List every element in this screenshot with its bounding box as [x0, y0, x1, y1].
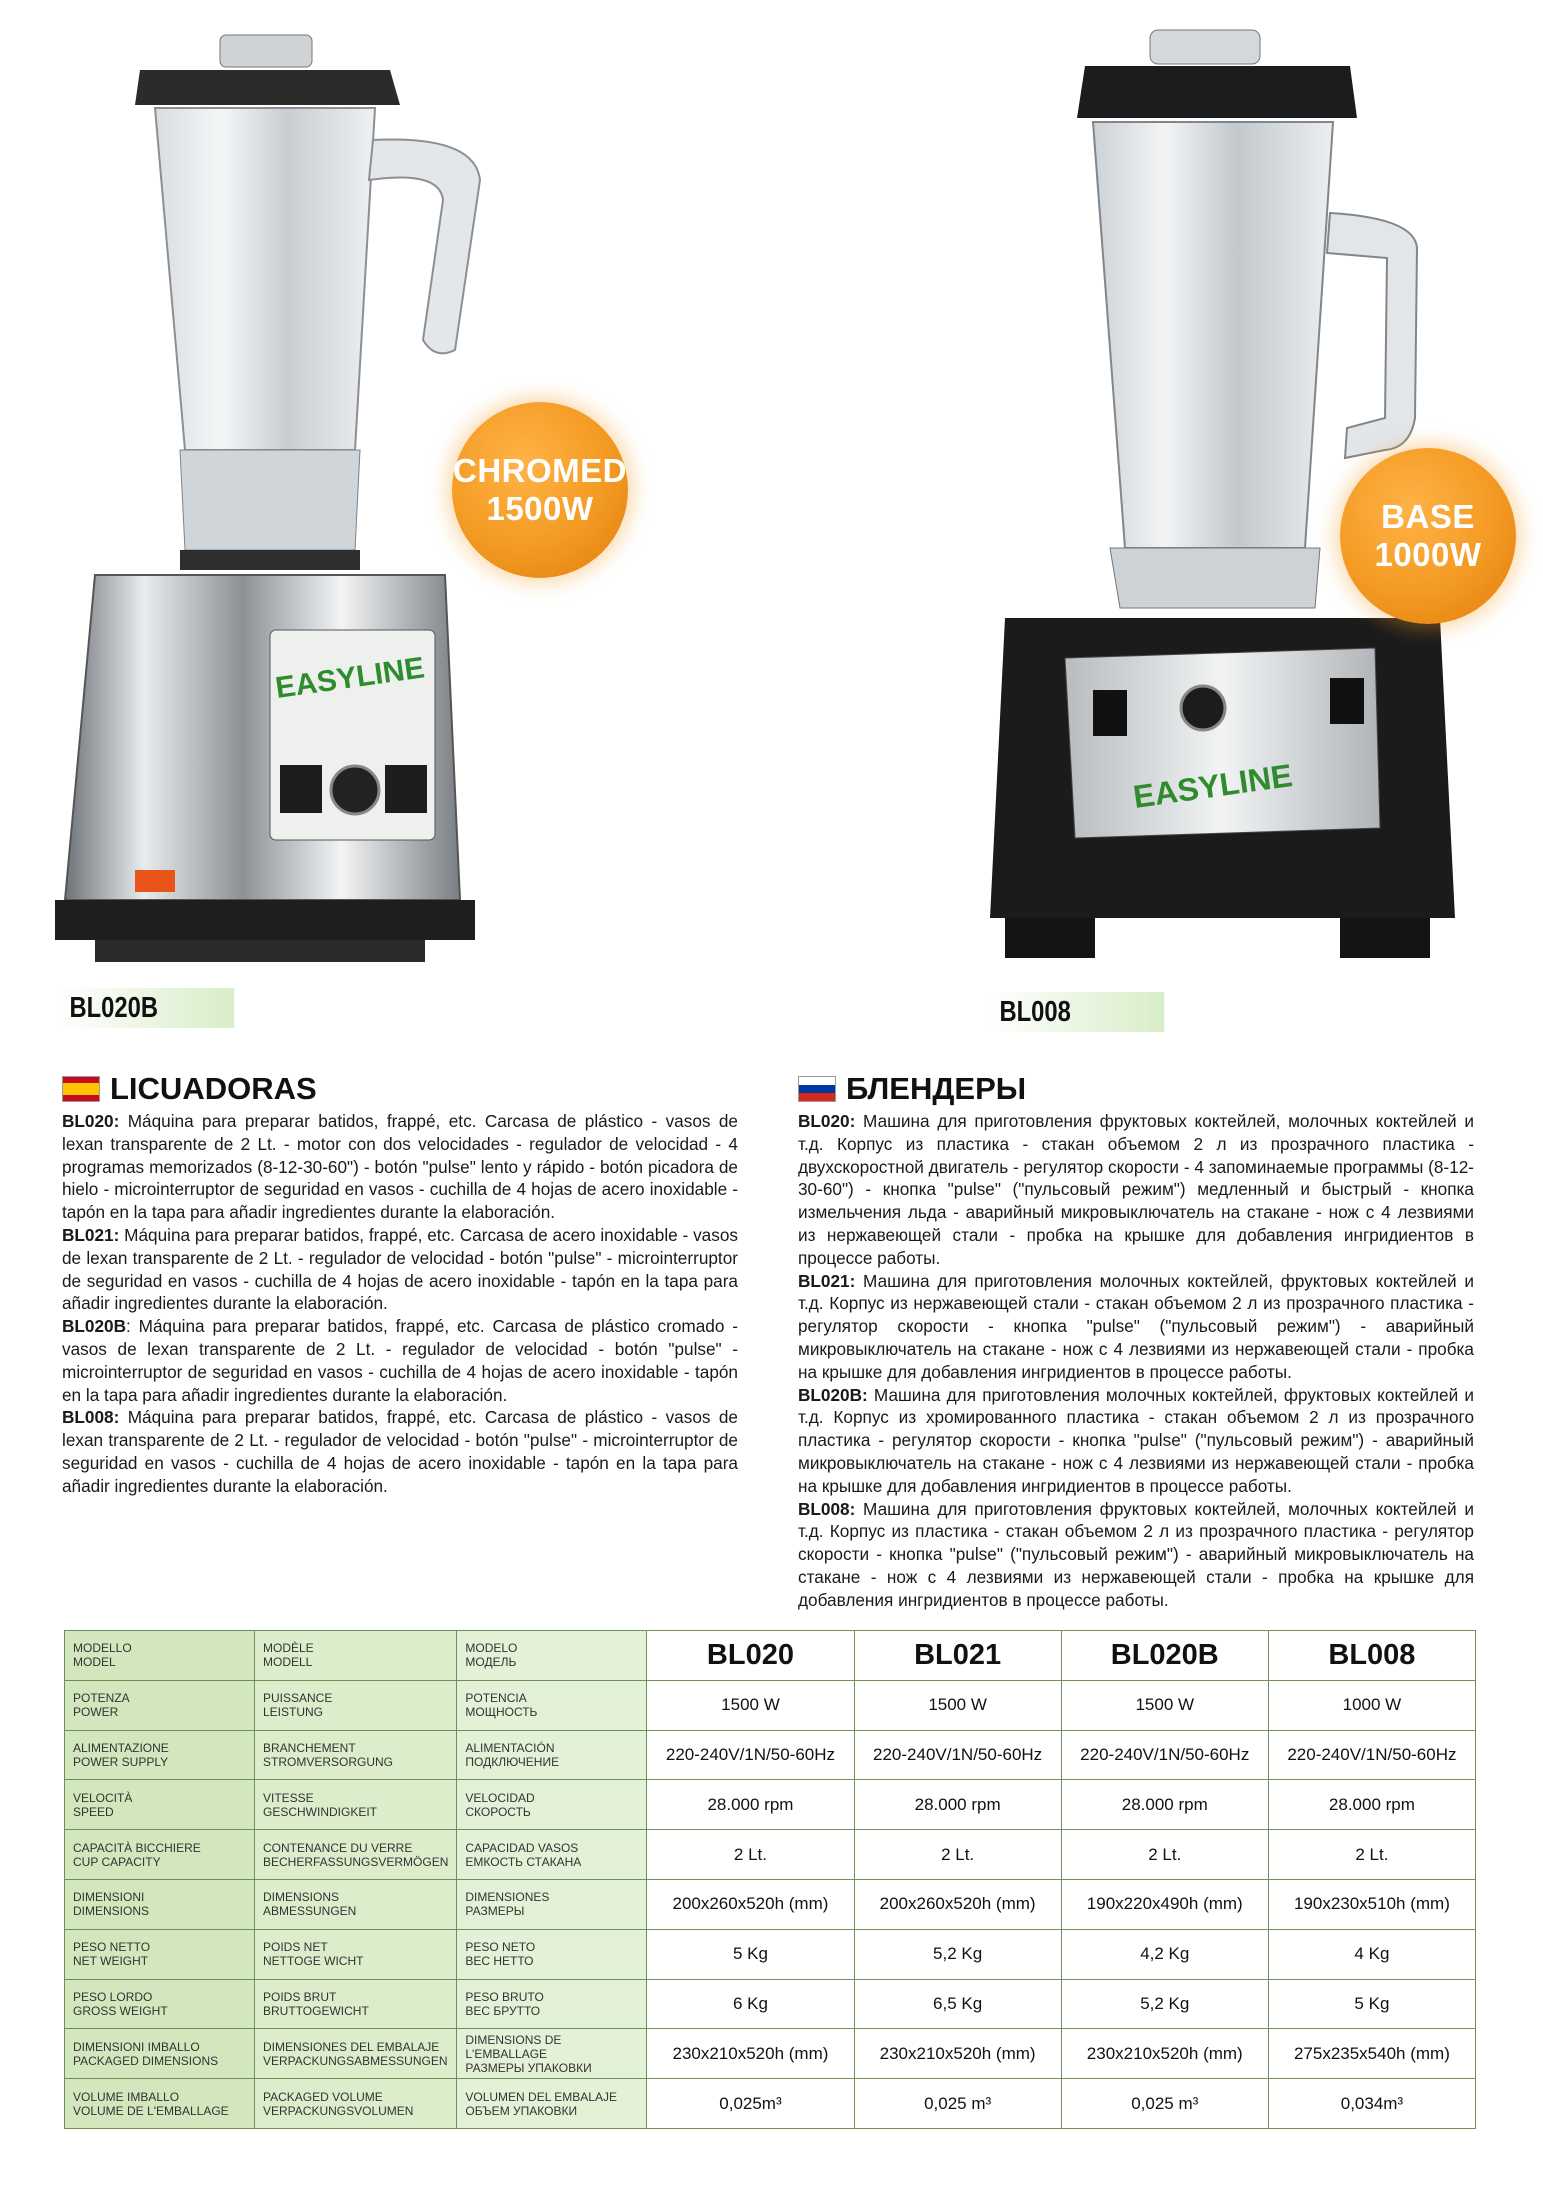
row-label-it-en: [65, 1730, 255, 1780]
label-de: BECHERFASSUNGSVERMÖGEN: [263, 1854, 449, 1869]
value-cell: 2 Lt.: [1268, 1830, 1475, 1880]
label-it: POTENZA: [73, 1691, 130, 1706]
row-label-fr-de: [255, 2079, 457, 2129]
value-cell: 28.000 rpm: [647, 1780, 854, 1830]
label-ru: РАЗМЕРЫ: [465, 1904, 525, 1919]
row-label-it-en: [65, 1879, 255, 1929]
value-cell: 5 Kg: [1268, 1979, 1475, 2029]
label-it: DIMENSIONI IMBALLO: [73, 2039, 200, 2054]
value-cell: 1000 W: [1268, 1680, 1475, 1730]
label-it: PESO NETTO: [73, 1940, 151, 1955]
paragraph-bl021: [798, 1270, 1474, 1384]
label-ru: МОДЕЛЬ: [465, 1655, 517, 1670]
row-label-it-en: [65, 1780, 255, 1830]
table-row: [65, 1780, 1476, 1830]
model-label: BL020B: [62, 1316, 126, 1337]
label-en: MODEL: [73, 1655, 116, 1670]
badge-line-1: BASE: [1381, 498, 1475, 535]
badge-line-1: CHROMED: [453, 452, 627, 489]
value-cell: 200x260x520h (mm): [854, 1879, 1061, 1929]
value-cell: 1500 W: [647, 1680, 854, 1730]
label-fr: POIDS BRUT: [263, 1989, 337, 2004]
row-label-fr-de: [255, 1730, 457, 1780]
value-cell: 5,2 Kg: [854, 1929, 1061, 1979]
label-de: LEISTUNG: [263, 1705, 324, 1720]
spanish-description: [62, 1070, 738, 1498]
label-ru: МОЩНОСТЬ: [465, 1705, 538, 1720]
label-es: DIMENSIONES: [465, 1890, 550, 1905]
label-it: MODELLO: [73, 1641, 132, 1656]
row-label-fr-de: [255, 1780, 457, 1830]
model-tag-bl008: BL008: [988, 992, 1164, 1032]
row-label-fr-de: [255, 1929, 457, 1979]
value-cell: 0,025m³: [647, 2079, 854, 2129]
spain-flag-icon: [62, 1076, 100, 1102]
paragraph-bl021: [62, 1224, 738, 1315]
label-es: POTENCIA: [465, 1691, 527, 1706]
label-it: DIMENSIONI: [73, 1890, 145, 1905]
table-row: [65, 1879, 1476, 1929]
russia-flag-icon: [798, 1076, 836, 1102]
label-it: PESO LORDO: [73, 1989, 153, 2004]
label-fr: CONTENANCE DU VERRE: [263, 1840, 413, 1855]
label-ru: ВЕС НЕТТО: [465, 1954, 534, 1969]
row-label-es-ru: [457, 2079, 647, 2129]
row-label-es-ru: [457, 1830, 647, 1880]
label-de: MODELL: [263, 1655, 313, 1670]
model-label: BL008:: [798, 1498, 856, 1519]
label-de: NETTOGE WICHT: [263, 1954, 364, 1969]
label-fr: VITESSE: [263, 1790, 314, 1805]
value-cell: 275x235x540h (mm): [1268, 2029, 1475, 2079]
label-de: BRUTTOGEWICHT: [263, 2003, 369, 2018]
label-es: VELOCIDAD: [465, 1790, 535, 1805]
value-cell: 220-240V/1N/50-60Hz: [1268, 1730, 1475, 1780]
russian-heading: [798, 1070, 1474, 1108]
table-row: [65, 1730, 1476, 1780]
row-label-es-ru: [457, 1680, 647, 1730]
label-it: VELOCITÀ: [73, 1790, 133, 1805]
label-en: SPEED: [73, 1804, 114, 1819]
value-cell: 5,2 Kg: [1061, 1979, 1268, 2029]
paragraph-text: : Máquina para preparar batidos, frappé, etc. Carcasa de plástico cromado - vasos de lexan transparente de 2 Lt. - regulador de velocidad - botón "pulse" - microinterruptor de seguridad en vasos - cuchilla de 4 hojas de acero inoxidable - tapón en la tapa para añadir ingredientes durante la elaboración.: [62, 1316, 738, 1405]
model-header-cell: BL020B: [1061, 1631, 1268, 1681]
value-cell: 5 Kg: [647, 1929, 854, 1979]
paragraph-bl020b: [62, 1315, 738, 1406]
label-fr: MODÈLE: [263, 1641, 314, 1656]
label-fr: DIMENSIONES DEL EMBALAJE: [263, 2039, 440, 2054]
table-row: [65, 2079, 1476, 2129]
label-de: ABMESSUNGEN: [263, 1904, 357, 1919]
label-de: GESCHWINDIGKEIT: [263, 1804, 378, 1819]
label-fr: BRANCHEMENT: [263, 1740, 356, 1755]
row-label-es-ru: [457, 1730, 647, 1780]
value-cell: 220-240V/1N/50-60Hz: [647, 1730, 854, 1780]
paragraph-bl020: [798, 1110, 1474, 1270]
model-header-cell: BL021: [854, 1631, 1061, 1681]
model-label: BL021:: [62, 1224, 120, 1245]
label-en: NET WEIGHT: [73, 1954, 149, 1969]
label-ru: ОБЪЕМ УПАКОВКИ: [465, 2103, 578, 2118]
value-cell: 1500 W: [854, 1680, 1061, 1730]
label-es: VOLUMEN DEL EMBALAJE: [465, 2089, 617, 2104]
paragraph-text: Машина для приготовления молочных коктейлей, фруктовых коктейлей и т.д. Корпус из хромированного пластика - стакан объемом 2 л из прозрачного пластика - регулятор скорости - кнопка "pulse" ("пульсовый режим") - аварийный микровыключатель на стакане - нож с 4 лезвиями из нержавеющей стали - пробка на крышке для добавления ингридиентов в процессе работы.: [798, 1384, 1474, 1496]
chromed-1500w-badge: [452, 402, 628, 578]
row-label-es-ru: [457, 2029, 647, 2079]
row-label-it-en: [65, 1830, 255, 1880]
russian-heading-text: БЛЕНДЕРЫ: [846, 1071, 1027, 1106]
label-it: ALIMENTAZIONE: [73, 1740, 169, 1755]
label-ru: ПОДКЛЮЧЕНИЕ: [465, 1754, 560, 1769]
model-tag-bl020b: BL020B: [58, 988, 234, 1028]
row-label-es-ru: [457, 1879, 647, 1929]
specifications-table: [64, 1630, 1476, 2129]
table-row: [65, 1830, 1476, 1880]
label-en: VOLUME DE L'EMBALLAGE: [73, 2103, 229, 2118]
russian-description: [798, 1070, 1474, 1612]
model-label: BL021:: [798, 1270, 856, 1291]
model-label: BL020B:: [798, 1384, 868, 1405]
model-header-cell: BL008: [1268, 1631, 1475, 1681]
value-cell: 0,025 m³: [1061, 2079, 1268, 2129]
label-it: VOLUME IMBALLO: [73, 2089, 180, 2104]
value-cell: 4,2 Kg: [1061, 1929, 1268, 1979]
label-ru: РАЗМЕРЫ УПАКОВКИ: [465, 2060, 592, 2075]
paragraph-text: Машина для приготовления фруктовых коктейлей, молочных коктейлей и т.д. Корпус из пластика - стакан объемом 2 л из прозрачного пластика - двухскоростной двигатель - регулятор скорости - 4 запоминаемые программы (8-12-30-60") - кнопка "pulse" ("пульсовый режим") медленный и быстрый - кнопка измельчения льда - аварийный микровыключатель на стакане - нож с 4 лезвиями из нержавеющей стали - пробка на крышке для добавления ингридиентов в процессе работы.: [798, 1111, 1474, 1268]
row-label-fr-de: [255, 1631, 457, 1681]
badge-line-2: 1500W: [486, 490, 594, 527]
row-label-es-ru: [457, 1631, 647, 1681]
value-cell: 2 Lt.: [854, 1830, 1061, 1880]
label-ru: ЕМКОСТЬ СТАКАНА: [465, 1854, 582, 1869]
model-header-cell: BL020: [647, 1631, 854, 1681]
row-label-fr-de: [255, 1879, 457, 1929]
label-es: PESO BRUTO: [465, 1989, 544, 2004]
value-cell: 2 Lt.: [647, 1830, 854, 1880]
row-label-fr-de: [255, 2029, 457, 2079]
label-fr: PACKAGED VOLUME: [263, 2089, 383, 2104]
row-label-es-ru: [457, 1929, 647, 1979]
label-fr: PUISSANCE: [263, 1691, 333, 1706]
value-cell: 220-240V/1N/50-60Hz: [854, 1730, 1061, 1780]
label-en: GROSS WEIGHT: [73, 2003, 168, 2018]
paragraph-text: Máquina para preparar batidos, frappé, etc. Carcasa de acero inoxidable - vasos de lexan transparente de 2 Lt. - regulador de velocidad - botón "pulse" - microinterruptor de seguridad en vasos - cuchilla de 4 hojas de acero inoxidable - tapón en la tapa para añadir ingredientes durante la elaboración.: [62, 1224, 738, 1314]
spanish-heading-text: LICUADORAS: [110, 1071, 317, 1106]
value-cell: 0,034m³: [1268, 2079, 1475, 2129]
row-label-fr-de: [255, 1680, 457, 1730]
value-cell: 28.000 rpm: [1061, 1780, 1268, 1830]
label-en: DIMENSIONS: [73, 1904, 150, 1919]
row-label-it-en: [65, 1929, 255, 1979]
table-row: [65, 2029, 1476, 2079]
label-ru: ВЕС БРУТТО: [465, 2003, 541, 2018]
spanish-heading: [62, 1070, 738, 1108]
model-label: BL020:: [798, 1111, 856, 1131]
value-cell: 28.000 rpm: [1268, 1780, 1475, 1830]
value-cell: 6,5 Kg: [854, 1979, 1061, 2029]
paragraph-text: Машина для приготовления фруктовых коктейлей, молочных коктейлей и т.д. Корпус из пластика - стакан объемом 2 л из прозрачного пластика - регулятор скорости - кнопка "pulse" ("пульсовый режим") - аварийный микровыключатель на стакане - нож с 4 лезвиями из нержавеющей стали - пробка на крышке для добавления ингридиентов в процессе работы.: [798, 1498, 1474, 1610]
paragraph-text: Máquina para preparar batidos, frappé, etc. Carcasa de plástico - vasos de lexan transparente de 2 Lt. - motor con dos velocidades - regulador de velocidad - 4 programas memorizados (8-12-30-60") - botón "pulse" lento y rápido - botón picadora de hielo - microinterruptor de seguridad en vasos - cuchilla de 4 hojas de acero inoxidable - tapón en la tapa para añadir ingredientes durante la elaboración.: [62, 1111, 738, 1223]
row-label-it-en: [65, 2079, 255, 2129]
label-de: VERPACKUNGSABMESSUNGEN: [263, 2053, 448, 2068]
table-row: [65, 1631, 1476, 1681]
value-cell: 0,025 m³: [854, 2079, 1061, 2129]
value-cell: 190x220x490h (mm): [1061, 1879, 1268, 1929]
value-cell: 230x210x520h (mm): [1061, 2029, 1268, 2079]
label-en: POWER: [73, 1705, 119, 1720]
row-label-it-en: [65, 1631, 255, 1681]
value-cell: 1500 W: [1061, 1680, 1268, 1730]
label-en: CUP CAPACITY: [73, 1854, 161, 1869]
label-es: PESO NETO: [465, 1940, 536, 1955]
base-1000w-badge: [1340, 448, 1516, 624]
label-fr: POIDS NET: [263, 1940, 328, 1955]
label-de: VERPACKUNGSVOLUMEN: [263, 2103, 414, 2118]
paragraph-bl020: [62, 1110, 738, 1224]
value-cell: 190x230x510h (mm): [1268, 1879, 1475, 1929]
value-cell: 2 Lt.: [1061, 1830, 1268, 1880]
row-label-es-ru: [457, 1780, 647, 1830]
label-es: DIMENSIONS DE L'EMBALLAGE: [465, 2032, 562, 2061]
table-row: [65, 1979, 1476, 2029]
paragraph-bl008: [798, 1498, 1474, 1612]
label-es: CAPACIDAD VASOS: [465, 1840, 579, 1855]
value-cell: 230x210x520h (mm): [647, 2029, 854, 2079]
value-cell: 28.000 rpm: [854, 1780, 1061, 1830]
value-cell: 6 Kg: [647, 1979, 854, 2029]
table-row: [65, 1929, 1476, 1979]
row-label-es-ru: [457, 1979, 647, 2029]
table-row: [65, 1680, 1476, 1730]
label-es: ALIMENTACIÓN: [465, 1740, 555, 1755]
row-label-it-en: [65, 1979, 255, 2029]
label-fr: DIMENSIONS: [263, 1890, 340, 1905]
label-ru: СКОРОСТЬ: [465, 1804, 531, 1819]
paragraph-text: Машина для приготовления молочных коктейлей, фруктовых коктейлей и т.д. Корпус из нержавеющей стали - стакан объемом 2 л из прозрачного пластика - регулятор скорости - кнопка "pulse" ("пульсовый режим") - аварийный микровыключатель на стакане - нож с 4 лезвиями из нержавеющей стали - пробка на крышке для добавления ингридиентов в процессе работы.: [798, 1270, 1474, 1382]
value-cell: 200x260x520h (mm): [647, 1879, 854, 1929]
paragraph-bl020b: [798, 1384, 1474, 1498]
paragraph-bl008: [62, 1406, 738, 1497]
label-en: PACKAGED DIMENSIONS: [73, 2053, 219, 2068]
brand-logo: EASYLINE: [1130, 757, 1295, 815]
label-es: MODELO: [465, 1641, 518, 1656]
row-label-it-en: [65, 2029, 255, 2079]
row-label-it-en: [65, 1680, 255, 1730]
model-label: BL020:: [62, 1111, 120, 1131]
value-cell: 4 Kg: [1268, 1929, 1475, 1979]
row-label-fr-de: [255, 1830, 457, 1880]
label-it: CAPACITÀ BICCHIERE: [73, 1840, 201, 1855]
paragraph-text: Máquina para preparar batidos, frappé, etc. Carcasa de plástico - vasos de lexan transparente de 2 Lt. - regulador de velocidad - botón "pulse" - microinterruptor de seguridad en vasos - cuchilla de 4 hojas de acero inoxidable - tapón en la tapa para añadir ingredientes durante la elaboración.: [62, 1407, 738, 1496]
value-cell: 230x210x520h (mm): [854, 2029, 1061, 2079]
value-cell: 220-240V/1N/50-60Hz: [1061, 1730, 1268, 1780]
badge-line-2: 1000W: [1374, 536, 1482, 573]
row-label-fr-de: [255, 1979, 457, 2029]
label-en: POWER SUPPLY: [73, 1754, 169, 1769]
label-de: STROMVERSORGUNG: [263, 1754, 394, 1769]
brand-logo: EASYLINE: [273, 651, 427, 705]
model-label: BL008:: [62, 1407, 120, 1428]
